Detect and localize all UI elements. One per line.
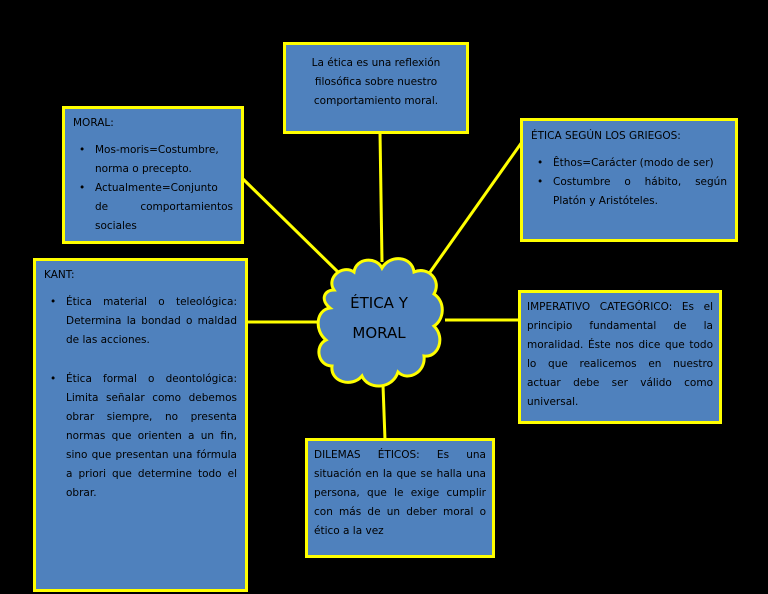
imperativo-box: [518, 290, 722, 424]
kant-item-2: • Ética formal o deontológica: Limita señalar como debemos obrar siempre, no presenta normas que orienten a un fin, sino que presentan una fórmula a priori que determine todo el obrar.: [44, 370, 237, 503]
center-title-line2: MORAL: [352, 324, 406, 342]
griegos-item-2: • Costumbre o hábito, según Platón y Aristóteles.: [531, 173, 727, 211]
imperativo-text: IMPERATIVO CATEGÓRICO: Es el principio fundamental de la moralidad. Éste nos dice que todo lo que realicemos en nuestro actuar debe ser válido como universal.: [527, 301, 713, 408]
center-title-line1: ÉTICA Y: [350, 294, 408, 312]
moral-item-1: • Mos-moris=Costumbre, norma o precepto.: [73, 141, 233, 179]
moral-box: [62, 106, 244, 244]
kant-heading: KANT:: [44, 269, 75, 281]
top-definition-box: [283, 42, 469, 134]
moral-item-2: • Actualmente=Conjunto de comportamientos sociales: [73, 179, 233, 236]
kant-item-1: • Ética material o teleológica: Determina la bondad o maldad de las acciones.: [44, 293, 237, 350]
moral-heading: MORAL:: [73, 117, 114, 129]
dilemas-box: [305, 438, 495, 558]
top-definition-text: La ética es una reflexión filosófica sobre nuestro comportamiento moral.: [311, 57, 441, 107]
connector-top: [380, 132, 382, 262]
griegos-box: [520, 118, 738, 242]
griegos-heading: ÉTICA SEGÚN LOS GRIEGOS:: [531, 130, 681, 142]
dilemas-text: DILEMAS ÉTICOS: Es una situación en la que se halla una persona, que le exige cumplir con más de un deber moral o ético a la vez: [314, 449, 486, 537]
central-cloud: [312, 250, 446, 398]
griegos-item-1: • Êthos=Carácter (modo de ser): [531, 154, 727, 173]
kant-box: [33, 258, 248, 592]
